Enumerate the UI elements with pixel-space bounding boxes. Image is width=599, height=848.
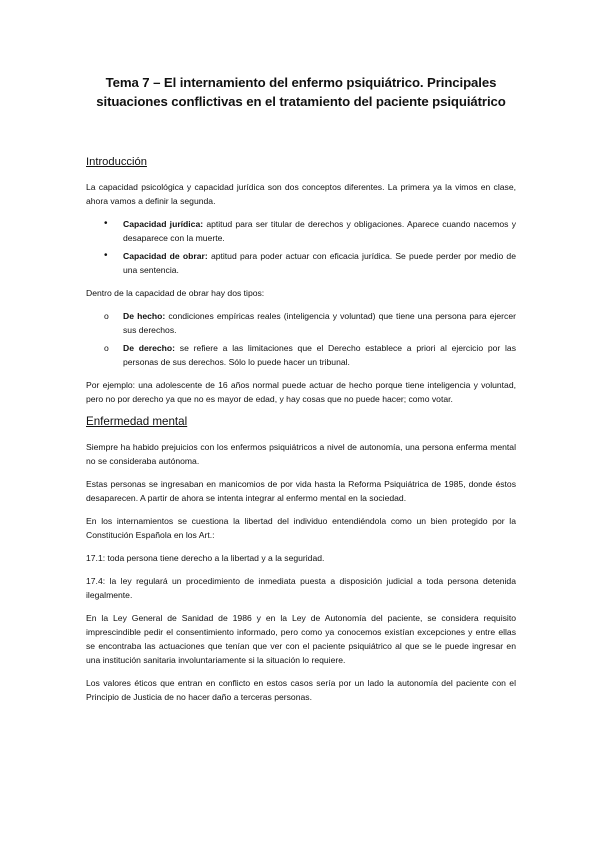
list-item-text: aptitud para ser titular de derechos y obligaciones. Aparece cuando nacemos y desaparece con la muerte. <box>123 219 516 243</box>
intro-paragraph-3: Por ejemplo: una adolescente de 16 años normal puede actuar de hecho porque tiene inteligencia y voluntad, pero no por derecho ya que no es mayor de edad, y hay cosas que no puede hacer; como votar. <box>86 380 516 404</box>
list-item <box>86 309 516 337</box>
enfermedad-paragraph: Estas personas se ingresaban en manicomios de por vida hasta la Reforma Psiquiátrica de 1985, donde éstos desaparecen. A partir de ahora se intenta integrar al enfermo mental en la sociedad. <box>86 479 516 503</box>
list-item <box>86 217 516 245</box>
list-item-term: Capacidad de obrar: <box>123 251 208 261</box>
list-item-term: De hecho: <box>123 311 166 321</box>
section-heading-enfermedad-mental: Enfermedad mental <box>86 415 188 428</box>
bullet-marker: • <box>104 250 108 261</box>
title-line-1: Tema 7 – El internamiento del enfermo psiquiátrico. Principales <box>105 75 497 90</box>
list-item-term: De derecho: <box>123 343 176 353</box>
document-body <box>86 73 516 713</box>
list-item <box>86 249 516 277</box>
title-line-2: situaciones conflictivas en el tratamiento del paciente psiquiátrico <box>96 94 506 109</box>
list-item-text: condiciones empíricas reales (inteligencia y voluntad) que tiene una persona para ejercer sus derechos. <box>123 311 516 335</box>
list-item-text: se refiere a las limitaciones que el Derecho establece a priori al ejercicio por las personas de sus derechos. Sólo lo puede hacer un tribunal. <box>123 343 516 367</box>
section-heading-introduccion: Introducción <box>86 156 147 168</box>
circle-bullet-marker: o <box>104 343 109 353</box>
capacity-bullet-list <box>86 217 516 277</box>
document-title <box>86 73 516 111</box>
enfermedad-paragraph: 17.1: toda persona tiene derecho a la libertad y a la seguridad. <box>86 553 325 563</box>
intro-paragraph-1: La capacidad psicológica y capacidad jurídica son dos conceptos diferentes. La primera ya la vimos en clase, ahora vamos a definir la segunda. <box>86 182 516 206</box>
circle-bullet-marker: o <box>104 311 109 321</box>
list-item-term: Capacidad jurídica: <box>123 219 204 229</box>
obrar-types-list <box>86 309 516 369</box>
bullet-marker: • <box>104 218 108 229</box>
enfermedad-paragraph: Siempre ha habido prejuicios con los enfermos psiquiátricos a nivel de autonomía, una persona enferma mental no se consideraba autónoma. <box>86 442 516 466</box>
list-item <box>86 341 516 369</box>
enfermedad-paragraph: En los internamientos se cuestiona la libertad del individuo entendiéndola como un bien protegido por la Constitución Española en los Art.: <box>86 516 516 540</box>
list-item-text: aptitud para poder actuar con eficacia jurídica. Se puede perder por medio de una sentencia. <box>123 251 516 275</box>
enfermedad-paragraph: Los valores éticos que entran en conflicto en estos casos sería por un lado la autonomía del paciente con el Principio de Justicia de no hacer daño a terceras personas. <box>86 678 516 702</box>
enfermedad-paragraph: En la Ley General de Sanidad de 1986 y en la Ley de Autonomía del paciente, se considera requisito imprescindible pedir el consentimiento informado, pero como ya conocemos existían excepciones y entre ellas se encontraba las actuaciones que tenían que ver con el paciente psiquiátrico al que se le puede ingresar en una institución sanitaria involuntariamente si la situación lo requiere. <box>86 613 516 665</box>
enfermedad-paragraph: 17.4: la ley regulará un procedimiento de inmediata puesta a disposición judicial a toda persona detenida ilegalmente. <box>86 576 516 600</box>
intro-paragraph-2: Dentro de la capacidad de obrar hay dos tipos: <box>86 288 265 298</box>
